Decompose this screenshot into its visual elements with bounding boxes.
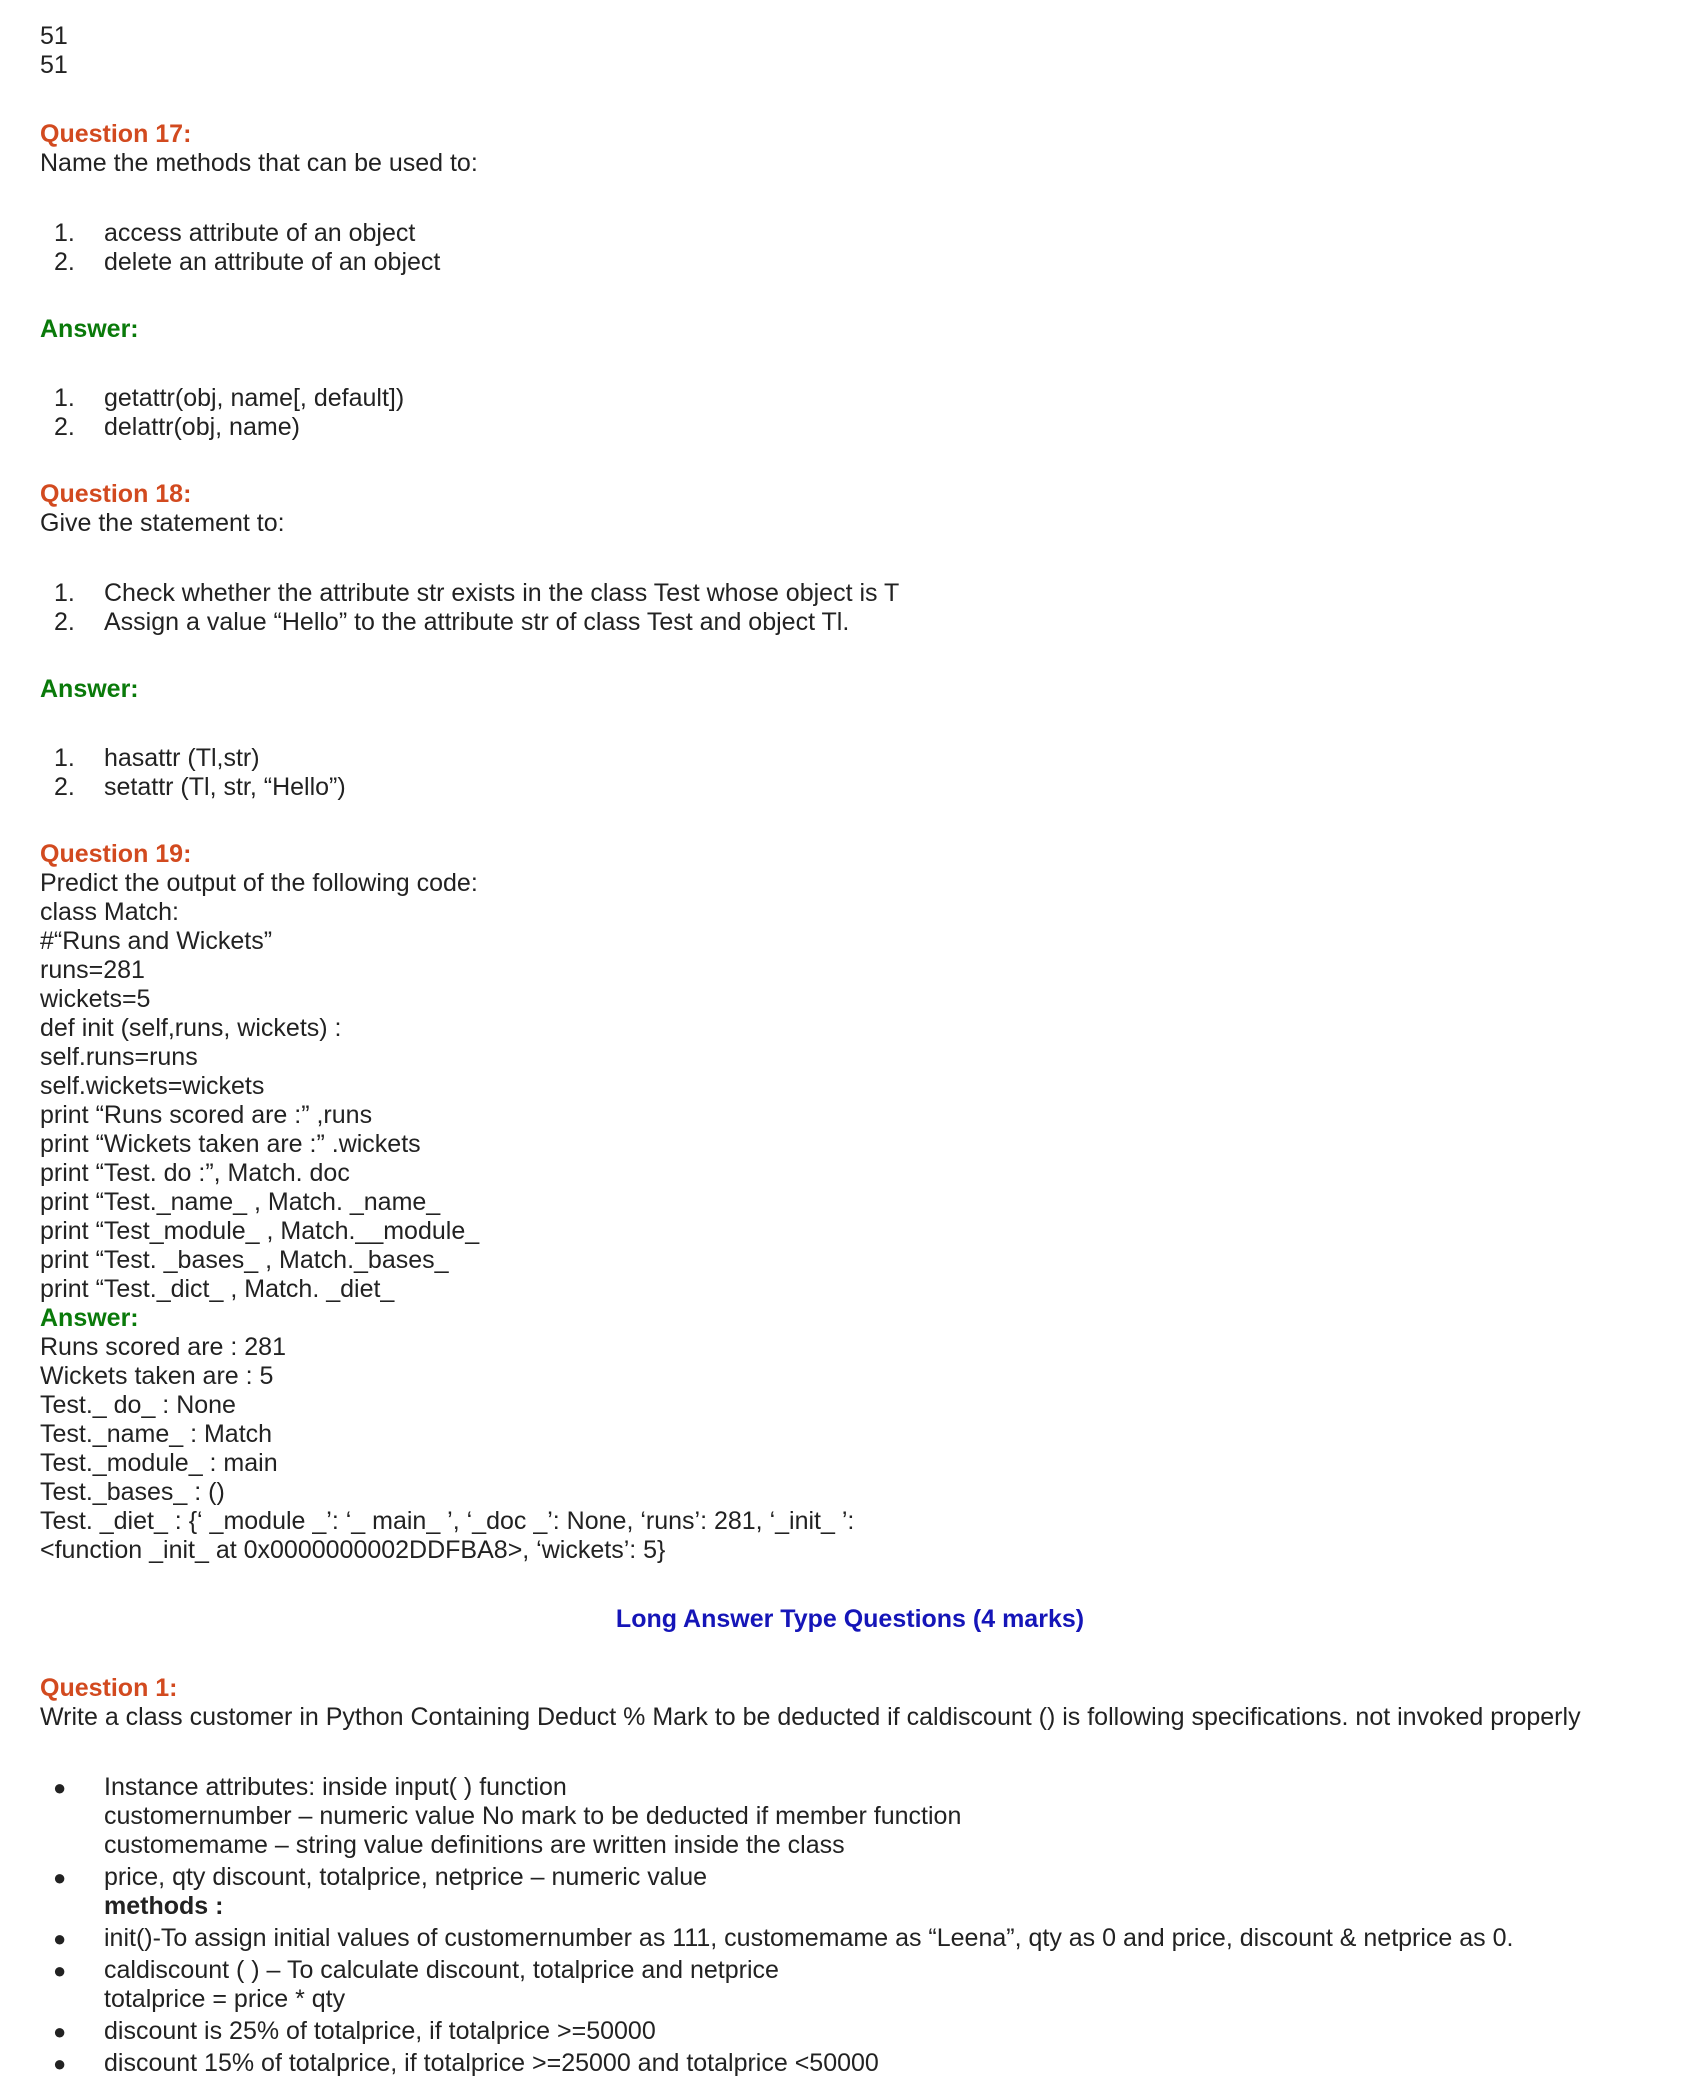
bullet-icon: ●	[53, 1958, 67, 1983]
list-item-text: delete an attribute of an object	[104, 248, 441, 276]
question-19	[40, 840, 1660, 1565]
question-17	[40, 120, 1660, 442]
code-line: print “Test. _bases_ , Match._bases_	[40, 1246, 449, 1274]
list-item: 1. Check whether the attribute str exists in the class Test whose object is T	[54, 579, 900, 607]
list-item	[40, 1956, 1660, 2014]
list-item-text: discount 15% of totalprice, if totalprice >=25000 and totalprice <50000	[104, 2049, 879, 2077]
code-line: def init (self,runs, wickets) :	[40, 1014, 342, 1042]
question-18	[40, 480, 1660, 802]
list-item: 2. setattr (Tl, str, “Hello”)	[54, 773, 346, 801]
code-line: wickets=5	[40, 985, 151, 1013]
list-item-text: init()-To assign initial values of customernumber as 111, customemame as “Leena”, qty as 0 and price, discount & netprice as 0.	[104, 1924, 1514, 1952]
list-item-text: caldiscount ( ) – To calculate discount, totalprice and netprice	[104, 1956, 779, 1984]
list-item-text: Assign a value “Hello” to the attribute str of class Test and object Tl.	[104, 608, 850, 636]
answer-heading: Answer:	[40, 1304, 139, 1332]
output-line: Runs scored are : 281	[40, 1333, 286, 1361]
code-line: print “Wickets taken are :” .wickets	[40, 1130, 421, 1158]
code-line: self.wickets=wickets	[40, 1072, 265, 1100]
output-line: Test._ do_ : None	[40, 1391, 236, 1419]
question-heading: Question 17:	[40, 120, 192, 148]
code-line: runs=281	[40, 956, 145, 984]
bullet-icon: ●	[53, 1775, 67, 1800]
bullet-icon: ●	[53, 2051, 67, 2076]
code-line: print “Test_module_ , Match.__module_	[40, 1217, 480, 1245]
list-item	[40, 1924, 1660, 1953]
code-line: print “Test. do :”, Match. doc	[40, 1159, 350, 1187]
question-prompt: Write a class customer in Python Containing Deduct % Mark to be deducted if caldiscount () is following specifications. not invoked properly	[40, 1703, 1581, 1731]
output-line: Test._name_ : Match	[40, 1420, 273, 1448]
question-prompt: Give the statement to:	[40, 509, 285, 537]
question-prompt: Name the methods that can be used to:	[40, 149, 478, 177]
list-item-text: delattr(obj, name)	[104, 413, 300, 441]
list-item	[40, 2049, 1660, 2078]
question-heading: Question 1:	[40, 1674, 178, 1702]
list-item-text: customernumber – numeric value No mark to be deducted if member function	[104, 1802, 962, 1830]
page-number: 51	[40, 51, 68, 79]
answer-items	[40, 744, 1660, 802]
code-line: print “Test._dict_ , Match. _diet_	[40, 1275, 395, 1303]
list-item: 1. getattr(obj, name[, default])	[54, 384, 405, 412]
methods-label: methods :	[104, 1892, 224, 1920]
answer-heading: Answer:	[40, 675, 139, 703]
code-line: #“Runs and Wickets”	[40, 927, 273, 955]
list-item: 1. access attribute of an object	[54, 219, 416, 247]
list-item-text: setattr (Tl, str, “Hello”)	[104, 773, 346, 801]
long-question-1	[40, 1674, 1660, 2078]
output-line: Test. _diet_ : {‘ _module _’: ‘_ main_ ’, ‘_doc _’: None, ‘runs’: 281, ‘_init_ ’:	[40, 1507, 855, 1535]
code-line: print “Test._name_ , Match. _name_	[40, 1188, 441, 1216]
list-item-text: access attribute of an object	[104, 219, 416, 247]
list-item: 2. delattr(obj, name)	[54, 413, 300, 441]
output-line: <function _init_ at 0x0000000002DDFBA8>, ‘wickets’: 5}	[40, 1536, 666, 1564]
list-item	[40, 2017, 1660, 2046]
question-heading: Question 19:	[40, 840, 192, 868]
list-item: 1. hasattr (Tl,str)	[54, 744, 260, 772]
list-item-text: price, qty discount, totalprice, netprice – numeric value	[104, 1863, 708, 1891]
list-item-text: getattr(obj, name[, default])	[104, 384, 405, 412]
list-item-text: hasattr (Tl,str)	[104, 744, 260, 772]
list-item: 2. delete an attribute of an object	[54, 248, 441, 276]
output-line: Test._bases_ : ()	[40, 1478, 225, 1506]
list-item	[40, 1773, 1660, 1860]
list-item: 2. Assign a value “Hello” to the attribute str of class Test and object Tl.	[54, 608, 850, 636]
code-line: print “Runs scored are :” ,runs	[40, 1101, 373, 1129]
answer-heading: Answer:	[40, 315, 139, 343]
code-line: self.runs=runs	[40, 1043, 198, 1071]
list-item-text: discount is 25% of totalprice, if totalprice >=50000	[104, 2017, 656, 2045]
output-line: Wickets taken are : 5	[40, 1362, 274, 1390]
output-line: Test._module_ : main	[40, 1449, 278, 1477]
list-item-text: totalprice = price * qty	[104, 1985, 346, 2013]
bullet-icon: ●	[53, 1865, 67, 1890]
list-item-text: Check whether the attribute str exists in the class Test whose object is T	[104, 579, 900, 607]
bullet-icon: ●	[53, 1926, 67, 1951]
bullet-icon: ●	[53, 2019, 67, 2044]
list-item	[40, 1863, 1660, 1921]
page-number: 51	[40, 22, 68, 50]
output-block	[40, 1333, 1660, 1565]
question-items	[40, 219, 1660, 277]
code-line: class Match:	[40, 898, 179, 926]
question-items	[40, 579, 1660, 637]
document-page	[40, 22, 1660, 2078]
question-heading: Question 18:	[40, 480, 192, 508]
list-item-text: customemame – string value definitions are written inside the class	[104, 1831, 845, 1859]
list-item-text: Instance attributes: inside input( ) function	[104, 1773, 567, 1801]
specification-list	[40, 1773, 1660, 2078]
code-block	[40, 869, 1660, 1304]
answer-items	[40, 384, 1660, 442]
section-title: Long Answer Type Questions (4 marks)	[615, 1605, 1085, 1633]
code-line: Predict the output of the following code:	[40, 869, 478, 897]
